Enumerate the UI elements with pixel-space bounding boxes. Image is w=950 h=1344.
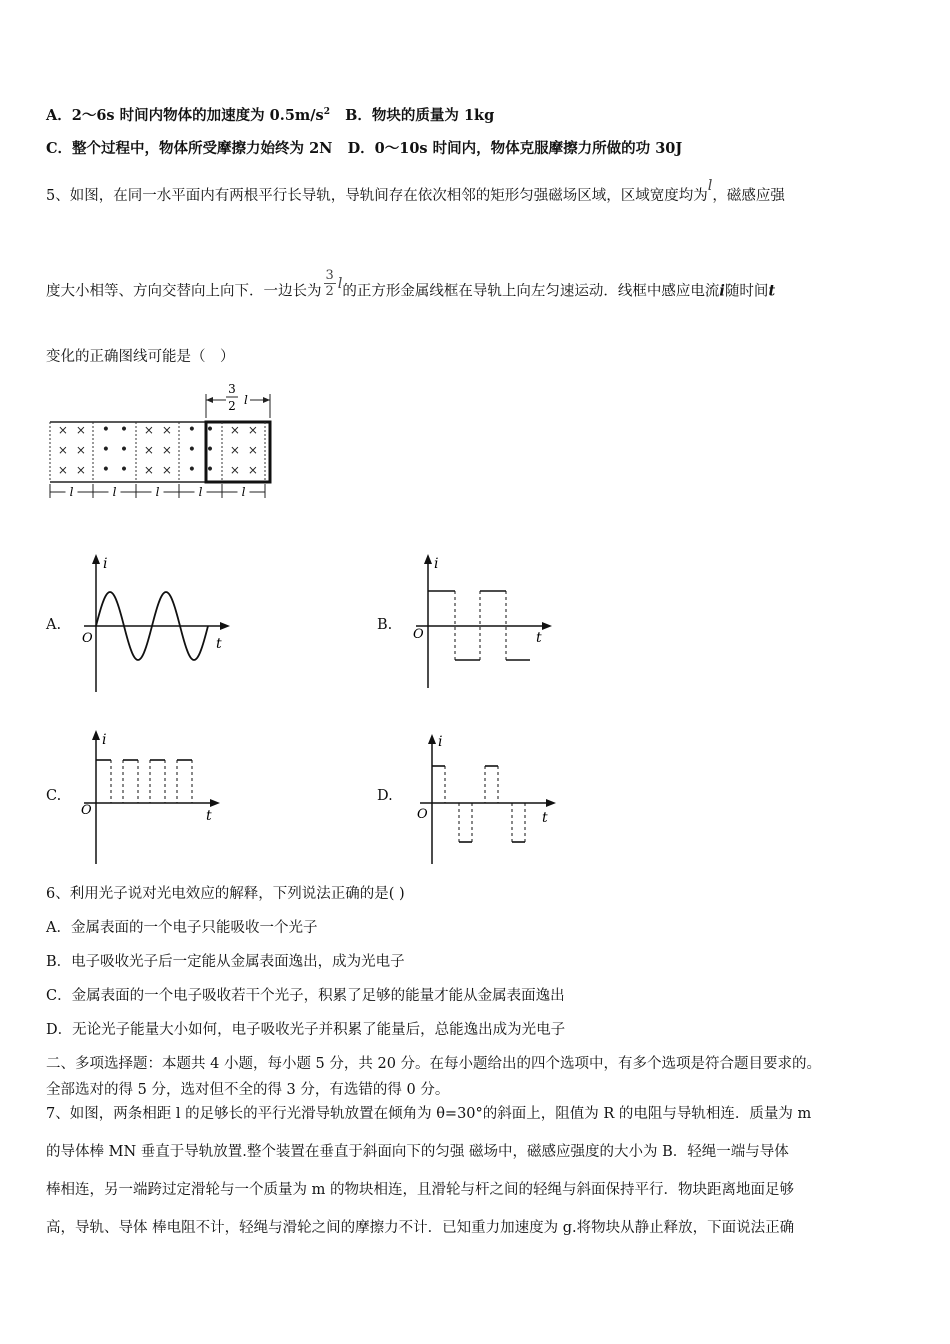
a-origin: O (82, 631, 93, 646)
q5-line2-end: 的正方形金属线框在导轨上向左匀速运动．线框中感应电流 (342, 283, 720, 300)
q7-line2: 的导体棒 MN 垂直于导轨放置.整个装置在垂直于斜面向下的匀强 磁场中，磁感应强度的大小为 B．轻绳一端与导体 (46, 1144, 789, 1160)
field-dot: • (187, 462, 197, 478)
field-dot: • (101, 462, 111, 478)
section2-line1: 二、多项选择题：本题共 4 小题，每小题 5 分，共 20 分。在每小题给出的四个选项中，有多个选项是符合题目要求的。 (46, 1056, 822, 1072)
seg-dim-label: l (112, 485, 117, 499)
c-axis-t: t (206, 808, 212, 824)
q5-option-d-graph[interactable] (412, 730, 562, 866)
c-origin: O (81, 803, 92, 818)
field-dot: • (205, 462, 215, 478)
c-axis-i: i (102, 732, 107, 748)
q5-line1-var: l (707, 178, 713, 194)
field-cross: × (247, 443, 258, 457)
fig-top-den: 2 (228, 399, 236, 413)
q5-option-c-graph[interactable] (76, 726, 226, 866)
q5-option-a-graph[interactable] (76, 550, 236, 698)
q5-line1-end: ，磁感应强 (712, 188, 785, 204)
q5-option-c-label[interactable]: C. (46, 788, 62, 804)
q7-line4: 高，导轨、导体 棒电阻不计，轻绳与滑轮之间的摩擦力不计．已知重力加速度为 g.将物块从静止释放，下面说法正确 (46, 1220, 795, 1236)
q5-line2-i: i (719, 282, 725, 300)
d-axis-i: i (438, 734, 443, 750)
field-dot: • (119, 462, 129, 478)
q6-option-b[interactable]: B．电子吸收光子后一定能从金属表面逸出，成为光电子 (46, 954, 405, 970)
q5-stem-line2 (46, 268, 776, 307)
field-cross: × (229, 423, 240, 437)
q5-option-a-label[interactable]: A. (46, 617, 62, 633)
field-dot: • (205, 422, 215, 438)
field-cross: × (57, 423, 68, 437)
d-axis-t: t (542, 810, 548, 826)
section2-line2: 全部选对的得 5 分，选对但不全的得 3 分，有选错的得 0 分。 (46, 1082, 450, 1098)
q6-option-c[interactable]: C．金属表面的一个电子吸收若干个光子，积累了足够的能量才能从金属表面逸出 (46, 988, 565, 1004)
q4-option-a-sup: 2 (323, 107, 330, 117)
q5-line2-t: t (768, 282, 776, 300)
q5-line2-var: l (337, 275, 343, 292)
q4-options-line1 (46, 102, 494, 126)
field-dot: • (119, 442, 129, 458)
q6-stem: 6、利用光子说对光电效应的解释，下列说法正确的是( ) (46, 886, 405, 902)
q4-option-b: B．物块的质量为 1kg (345, 106, 495, 124)
field-dot: • (101, 442, 111, 458)
b-axis-t: t (536, 630, 542, 646)
q5-stem-line3: 变化的正确图线可能是（ ） (46, 349, 235, 365)
q5-line1-text: 5、如图，在同一水平面内有两根平行长导轨，导轨间存在依次相邻的矩形匀强磁场区域，区域宽度均为 (46, 188, 708, 204)
segment-dims (50, 485, 265, 499)
q5-line2-start: 度大小相等、方向交替向上向下．一边长为 (46, 283, 322, 300)
field-cross: × (229, 443, 240, 457)
q5-frac-num: 3 (325, 268, 334, 283)
field-dot: • (119, 422, 129, 438)
d-origin: O (417, 807, 428, 822)
seg-dim-label: l (241, 485, 246, 499)
q6-option-d[interactable]: D．无论光子能量大小如何，电子吸收光子并积累了能量后，总能逸出成为光电子 (46, 1022, 566, 1038)
q5-frac-den: 2 (325, 284, 334, 299)
field-cross: × (247, 463, 258, 477)
b-axis-i: i (434, 556, 439, 572)
field-cross: × (57, 463, 68, 477)
a-axis-i: i (103, 556, 108, 572)
fig-top-var: l (244, 393, 248, 407)
field-symbols (58, 422, 258, 478)
q5-option-b-label[interactable]: B. (377, 617, 393, 633)
field-cross: × (143, 443, 154, 457)
field-dot: • (187, 442, 197, 458)
b-origin: O (413, 627, 424, 642)
field-cross: × (247, 423, 258, 437)
field-dot: • (187, 422, 197, 438)
field-dot: • (101, 422, 111, 438)
field-cross: × (143, 423, 154, 437)
q4-option-c: C．整个过程中，物体所受摩擦力始终为 2N (46, 140, 333, 157)
field-cross: × (161, 443, 172, 457)
q7-line1: 7、如图，两条相距 l 的足够长的平行光滑导轨放置在倾角为 θ=30°的斜面上，阻值为 R 的电阻与导轨相连．质量为 m (46, 1106, 812, 1122)
field-cross: × (75, 463, 86, 477)
field-cross: × (75, 423, 86, 437)
q5-option-b-graph[interactable] (408, 550, 558, 690)
q5-stem-line1 (46, 178, 785, 206)
field-cross: × (75, 443, 86, 457)
seg-dim-label: l (198, 485, 203, 499)
seg-dim-label: l (155, 485, 160, 499)
seg-dim-label: l (69, 485, 74, 499)
fig-top-num: 3 (228, 382, 236, 396)
d-pulse-wave (432, 766, 525, 842)
q5-line2-mid: 随时间 (724, 283, 769, 300)
field-cross: × (161, 423, 172, 437)
q7-line3: 棒相连，另一端跨过定滑轮与一个质量为 m 的物块相连，且滑轮与杆之间的轻绳与斜面保持平行．物块距离地面足够 (46, 1182, 794, 1198)
field-cross: × (161, 463, 172, 477)
a-axis-t: t (216, 636, 222, 652)
field-cross: × (57, 443, 68, 457)
q4-options-line2 (46, 139, 682, 159)
q4-option-a: A．2～6s 时间内物体的加速度为 0.5m/s (46, 106, 324, 124)
q4-option-d: D．0～10s 时间内，物体克服摩擦力所做的功 30J (347, 140, 683, 157)
field-dot: • (205, 442, 215, 458)
field-cross: × (229, 463, 240, 477)
q5-option-d-label[interactable]: D. (377, 788, 393, 804)
q5-fraction (324, 268, 336, 299)
q5-field-figure (44, 380, 276, 504)
field-cross: × (143, 463, 154, 477)
q6-option-a[interactable]: A．金属表面的一个电子只能吸收一个光子 (46, 920, 318, 936)
